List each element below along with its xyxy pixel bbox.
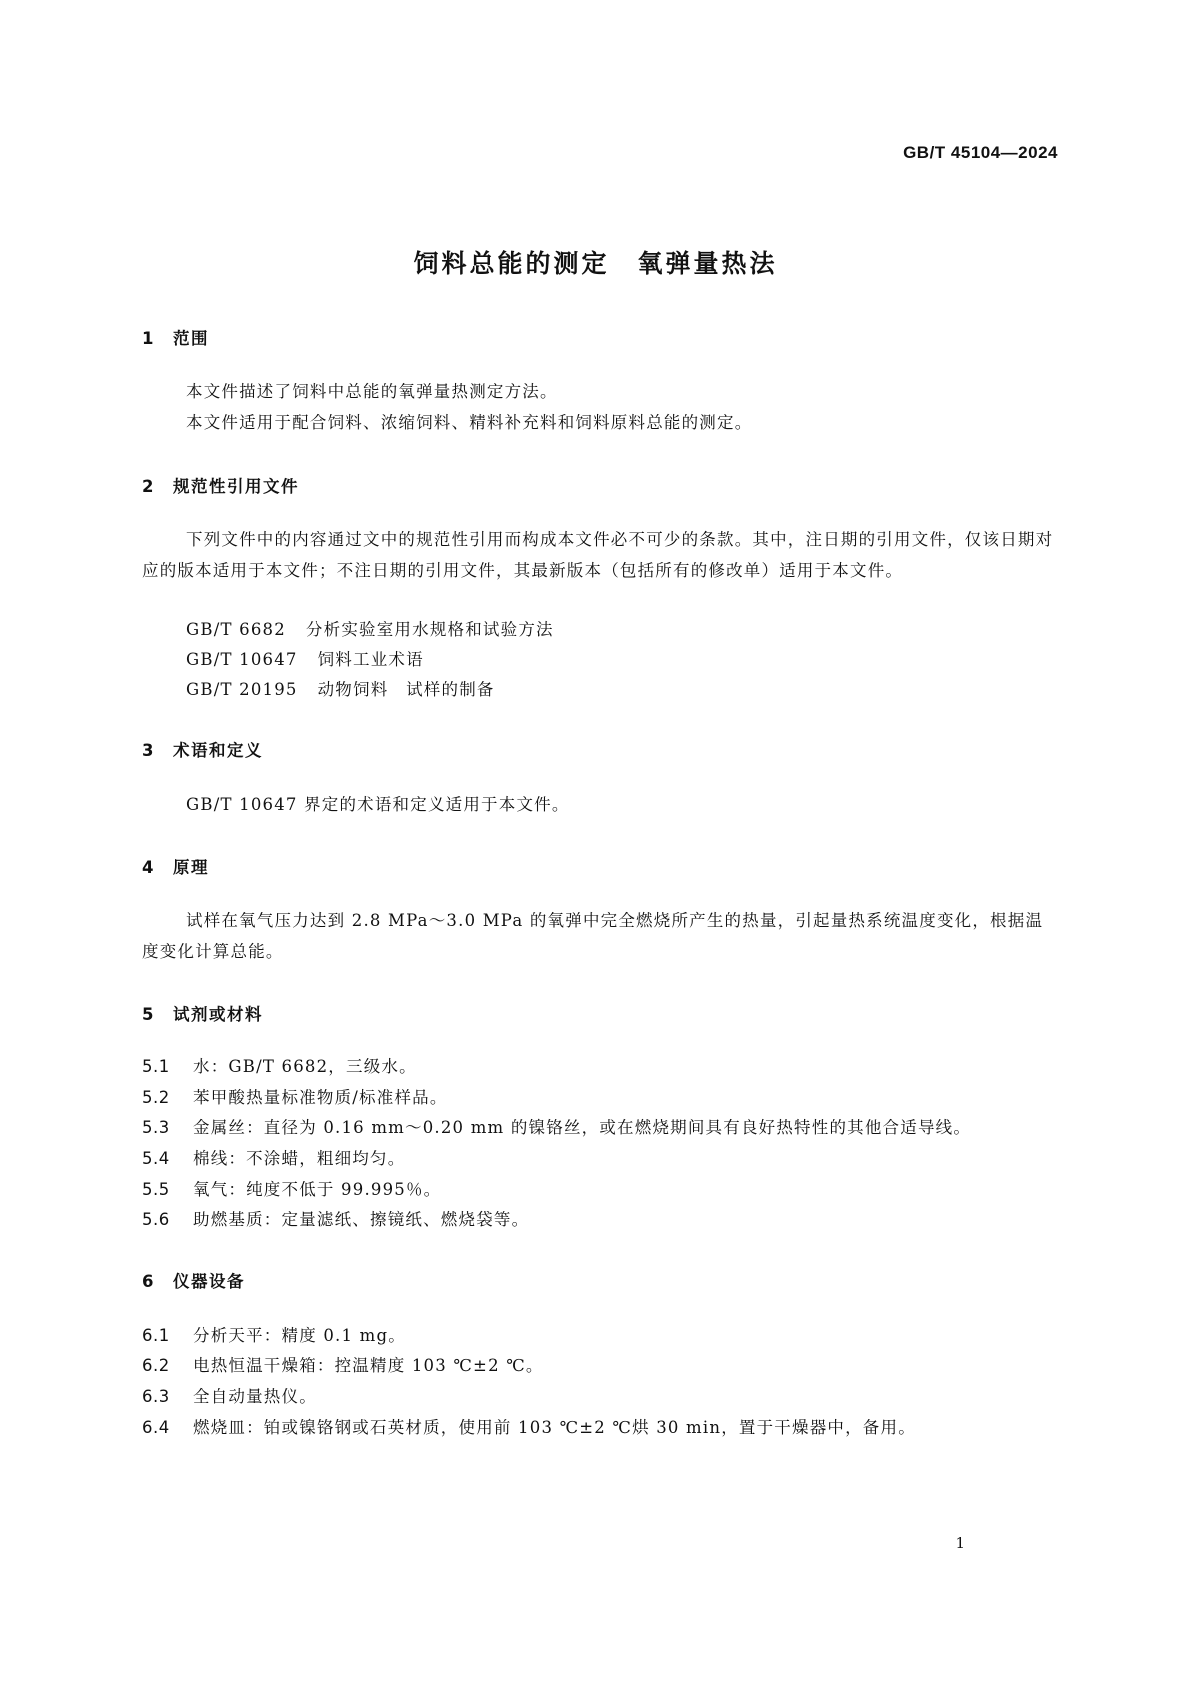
reference-code: GB/T 10647 bbox=[186, 650, 298, 669]
section-title: 原理 bbox=[173, 858, 209, 877]
reference-title: 分析实验室用水规格和试验方法 bbox=[305, 620, 554, 639]
item-text: 全自动量热仪。 bbox=[193, 1387, 317, 1406]
item-number: 6.2 bbox=[142, 1356, 170, 1375]
item-text: 金属丝：直径为 0.16 mm～0.20 mm 的镍铬丝，或在燃烧期间具有良好热特性的其他合适导线。 bbox=[193, 1118, 972, 1137]
item-number: 6.3 bbox=[142, 1387, 170, 1406]
item-text: 苯甲酸热量标准物质/标准样品。 bbox=[193, 1088, 448, 1107]
item-number: 5.2 bbox=[142, 1088, 170, 1107]
page-number: 1 bbox=[955, 1534, 965, 1552]
list-item bbox=[142, 1350, 1058, 1381]
item-text: 氧气：纯度不低于 99.995％。 bbox=[193, 1180, 442, 1199]
section-title: 范围 bbox=[173, 329, 209, 348]
list-item bbox=[142, 1204, 1058, 1235]
list-item bbox=[142, 1143, 1058, 1174]
item-number: 5.5 bbox=[142, 1180, 170, 1199]
section-heading-2 bbox=[142, 473, 1058, 497]
list-item bbox=[142, 1320, 1058, 1351]
reference-title: 饲料工业术语 bbox=[317, 650, 424, 669]
item-number: 5.3 bbox=[142, 1118, 170, 1137]
section-heading-4 bbox=[142, 854, 1058, 878]
section-heading-5 bbox=[142, 1001, 1058, 1025]
section-number: 4 bbox=[142, 858, 155, 877]
paragraph: 试样在氧气压力达到 2.8 MPa～3.0 MPa 的氧弹中完全燃烧所产生的热量，引起量热系统温度变化，根据温度变化计算总能。 bbox=[142, 911, 1044, 961]
item-number: 5.1 bbox=[142, 1057, 170, 1076]
section-number: 5 bbox=[142, 1005, 155, 1024]
section-number: 3 bbox=[142, 741, 155, 760]
reference-item bbox=[142, 674, 1058, 705]
item-text: 助燃基质：定量滤纸、擦镜纸、燃烧袋等。 bbox=[193, 1210, 530, 1229]
item-text: 燃烧皿：铂或镍铬钢或石英材质，使用前 103 ℃±2 ℃烘 30 min，置于干燥器中，备用。 bbox=[193, 1418, 916, 1437]
section-number: 1 bbox=[142, 329, 155, 348]
paragraph: 下列文件中的内容通过文中的规范性引用而构成本文件必不可少的条款。其中，注日期的引用文件，仅该日期对应的版本适用于本文件；不注日期的引用文件，其最新版本（包括所有的修改单）适用于本文件。 bbox=[142, 530, 1054, 580]
standard-code: GB/T 45104—2024 bbox=[903, 143, 1058, 162]
reference-item bbox=[142, 644, 1058, 675]
section-title: 术语和定义 bbox=[173, 741, 263, 760]
paragraph: 本文件适用于配合饲料、浓缩饲料、精料补充料和饲料原料总能的测定。 bbox=[186, 413, 753, 432]
list-item bbox=[142, 1051, 1058, 1082]
paragraph: GB/T 10647 界定的术语和定义适用于本文件。 bbox=[186, 795, 570, 814]
item-number: 6.1 bbox=[142, 1326, 170, 1345]
section-heading-3 bbox=[142, 737, 1058, 761]
paragraph: 本文件描述了饲料中总能的氧弹量热测定方法。 bbox=[186, 382, 558, 401]
item-number: 6.4 bbox=[142, 1418, 170, 1437]
list-item bbox=[142, 1412, 1058, 1443]
section-heading-1 bbox=[142, 325, 1058, 349]
reference-title: 动物饲料 试样的制备 bbox=[317, 680, 495, 699]
section-title: 试剂或材料 bbox=[173, 1005, 263, 1024]
item-text: 水：GB/T 6682，三级水。 bbox=[193, 1057, 417, 1076]
reference-item bbox=[142, 614, 1058, 645]
reference-code: GB/T 6682 bbox=[186, 620, 286, 639]
list-item bbox=[142, 1112, 1058, 1143]
item-number: 5.4 bbox=[142, 1149, 170, 1168]
list-item bbox=[142, 1381, 1058, 1412]
section-title: 仪器设备 bbox=[173, 1272, 245, 1291]
list-item bbox=[142, 1082, 1058, 1113]
item-text: 分析天平：精度 0.1 mg。 bbox=[193, 1326, 406, 1345]
section-title: 规范性引用文件 bbox=[173, 477, 299, 496]
reference-code: GB/T 20195 bbox=[186, 680, 298, 699]
item-text: 棉线：不涂蜡，粗细均匀。 bbox=[193, 1149, 406, 1168]
item-number: 5.6 bbox=[142, 1210, 170, 1229]
section-number: 6 bbox=[142, 1272, 155, 1291]
section-number: 2 bbox=[142, 477, 155, 496]
document-title: 饲料总能的测定 氧弹量热法 bbox=[413, 249, 778, 278]
item-text: 电热恒温干燥箱：控温精度 103 ℃±2 ℃。 bbox=[193, 1356, 544, 1375]
list-item bbox=[142, 1174, 1058, 1205]
section-heading-6 bbox=[142, 1268, 1058, 1292]
